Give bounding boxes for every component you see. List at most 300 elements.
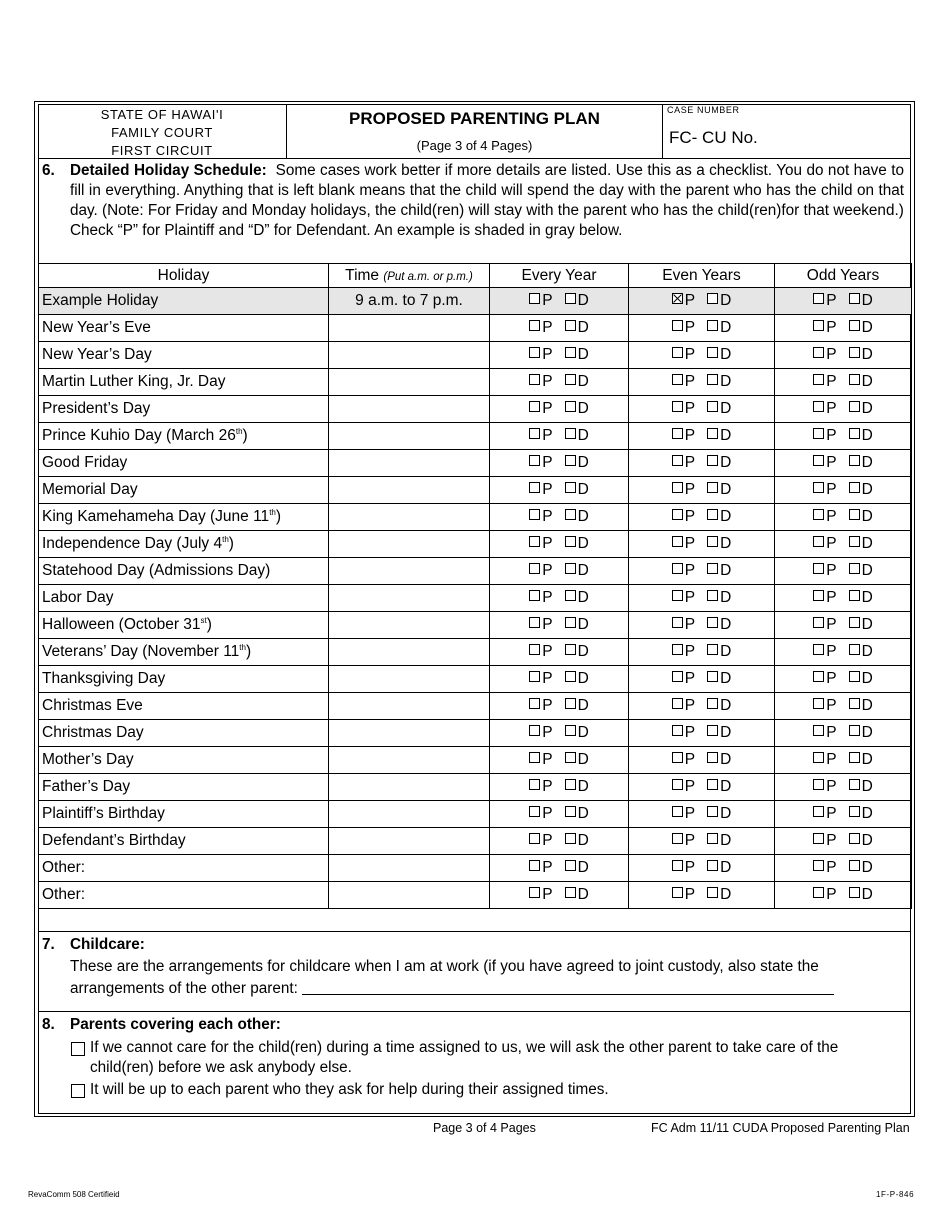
every-year-cell: P D	[490, 396, 629, 423]
table-row	[39, 747, 912, 774]
table-row	[39, 369, 912, 396]
d-checkbox[interactable]	[849, 671, 860, 682]
option-ask-other-parent[interactable]	[70, 1038, 904, 1078]
time-input[interactable]	[329, 801, 490, 828]
d-checkbox	[565, 293, 576, 304]
p-checkbox[interactable]	[813, 590, 824, 601]
p-checkbox[interactable]	[813, 779, 824, 790]
p-checkbox[interactable]	[813, 374, 824, 385]
example-holiday-name: Example Holiday	[39, 288, 329, 315]
p-checkbox[interactable]	[529, 779, 540, 790]
every-year-cell: P D	[490, 666, 629, 693]
p-checkbox[interactable]	[813, 671, 824, 682]
holiday-name: Christmas Day	[39, 720, 329, 747]
holiday-name: Memorial Day	[39, 477, 329, 504]
odd-years-cell: P D	[775, 720, 912, 747]
d-checkbox[interactable]	[849, 320, 860, 331]
even-years-cell: P D	[629, 882, 775, 909]
p-checkbox[interactable]	[813, 860, 824, 871]
time-input[interactable]	[329, 369, 490, 396]
p-checkbox[interactable]	[672, 428, 683, 439]
section-8-divider	[38, 1011, 911, 1012]
table-header-row	[39, 264, 912, 288]
d-checkbox[interactable]	[849, 509, 860, 520]
every-year-cell: P D	[490, 315, 629, 342]
holiday-name: Labor Day	[39, 585, 329, 612]
table-row	[39, 855, 912, 882]
table-row	[39, 477, 912, 504]
table-row	[39, 720, 912, 747]
d-checkbox[interactable]	[849, 806, 860, 817]
d-checkbox[interactable]	[565, 347, 576, 358]
p-checkbox[interactable]	[813, 509, 824, 520]
holiday-name: Other:	[39, 855, 329, 882]
every-year-cell: P D	[490, 504, 629, 531]
d-checkbox[interactable]	[849, 563, 860, 574]
table-row	[39, 504, 912, 531]
col-odd-years: Odd Years	[775, 264, 912, 288]
option-2-text: It will be up to each parent who they ask for help during their assigned times.	[90, 1081, 609, 1098]
p-checkbox[interactable]	[529, 644, 540, 655]
d-checkbox[interactable]	[565, 779, 576, 790]
table-row	[39, 450, 912, 477]
d-checkbox[interactable]	[849, 401, 860, 412]
p-checkbox[interactable]	[813, 644, 824, 655]
d-checkbox[interactable]	[565, 860, 576, 871]
d-checkbox[interactable]	[707, 347, 718, 358]
even-years-cell: P D	[629, 369, 775, 396]
time-input[interactable]	[329, 639, 490, 666]
table-row	[39, 396, 912, 423]
p-checkbox[interactable]	[529, 509, 540, 520]
odd-years-cell: P D	[775, 477, 912, 504]
table-row	[39, 693, 912, 720]
d-checkbox[interactable]	[707, 725, 718, 736]
p-checkbox[interactable]	[672, 752, 683, 763]
d-checkbox[interactable]	[849, 644, 860, 655]
odd-years-cell: P D	[775, 585, 912, 612]
page-info: (Page 3 of 4 Pages)	[416, 138, 533, 153]
table-row	[39, 315, 912, 342]
p-checkbox[interactable]	[813, 482, 824, 493]
p-checkbox[interactable]	[672, 455, 683, 466]
example-row	[39, 288, 912, 315]
section-7	[42, 934, 904, 1000]
even-years-cell: P D	[629, 747, 775, 774]
d-checkbox[interactable]	[849, 752, 860, 763]
every-year-cell: P D	[490, 450, 629, 477]
d-checkbox[interactable]	[565, 806, 576, 817]
odd-years-cell: P D	[775, 693, 912, 720]
even-years-cell: P D	[629, 855, 775, 882]
p-checkbox[interactable]	[672, 806, 683, 817]
even-years-cell: P D	[629, 531, 775, 558]
p-checkbox[interactable]	[672, 482, 683, 493]
d-checkbox[interactable]	[849, 860, 860, 871]
d-checkbox[interactable]	[849, 347, 860, 358]
p-checkbox[interactable]	[813, 455, 824, 466]
p-checkbox[interactable]	[529, 428, 540, 439]
even-years-cell: P D	[629, 801, 775, 828]
holiday-name: Veterans’ Day (November 11th)	[39, 639, 329, 666]
time-input[interactable]	[329, 693, 490, 720]
p-checkbox[interactable]	[672, 698, 683, 709]
p-checkbox	[529, 293, 540, 304]
every-year-cell: P D	[490, 855, 629, 882]
p-checkbox[interactable]	[672, 644, 683, 655]
d-checkbox[interactable]	[565, 401, 576, 412]
section-8	[42, 1015, 904, 1100]
p-checkbox[interactable]	[529, 347, 540, 358]
d-checkbox[interactable]	[707, 887, 718, 898]
p-checkbox[interactable]	[529, 725, 540, 736]
section-6-heading: Detailed Holiday Schedule:	[70, 162, 267, 179]
time-input[interactable]	[329, 612, 490, 639]
d-checkbox[interactable]	[565, 671, 576, 682]
holiday-name: President’s Day	[39, 396, 329, 423]
d-checkbox[interactable]	[707, 806, 718, 817]
p-checkbox[interactable]	[529, 374, 540, 385]
case-number-block[interactable]	[663, 104, 911, 158]
time-input[interactable]	[329, 477, 490, 504]
section-8-number: 8.	[42, 1016, 55, 1033]
section-6-text: Some cases work better if more details are listed. Use this as a checklist. You do not have to fill in everything. Anything that is left blank means that the child will spend the day with the parent who has the child on that day. (Note: For Friday and Monday holidays, the child(ren) will stay with the parent who has the child(ren)for that weekend.)	[70, 162, 905, 219]
p-checkbox[interactable]	[529, 536, 540, 547]
p-checkbox[interactable]	[672, 725, 683, 736]
p-checkbox[interactable]	[529, 482, 540, 493]
p-checkbox[interactable]	[672, 374, 683, 385]
even-years-cell: P D	[629, 315, 775, 342]
even-years-cell: P D	[629, 504, 775, 531]
even-years-cell: P D	[629, 774, 775, 801]
section-6-number: 6.	[42, 162, 55, 179]
even-years-cell: P D	[629, 558, 775, 585]
time-input[interactable]	[329, 828, 490, 855]
holiday-name: Mother’s Day	[39, 747, 329, 774]
time-input[interactable]	[329, 720, 490, 747]
example-time: 9 a.m. to 7 p.m.	[329, 288, 490, 315]
p-checkbox[interactable]	[672, 833, 683, 844]
odd-years-cell: P D	[775, 855, 912, 882]
holiday-name: New Year’s Eve	[39, 315, 329, 342]
option-2-checkbox[interactable]	[71, 1084, 85, 1098]
every-year-cell: P D	[490, 612, 629, 639]
p-checkbox[interactable]	[672, 671, 683, 682]
time-input[interactable]	[329, 585, 490, 612]
court-label: FAMILY COURT	[111, 125, 213, 140]
p-checkbox[interactable]	[529, 563, 540, 574]
odd-years-cell: P D	[775, 639, 912, 666]
holiday-name: Prince Kuhio Day (March 26th)	[39, 423, 329, 450]
time-input[interactable]	[329, 882, 490, 909]
odd-years-cell: P D	[775, 423, 912, 450]
childcare-input-line[interactable]	[302, 980, 834, 995]
p-checkbox[interactable]	[529, 887, 540, 898]
d-checkbox[interactable]	[565, 698, 576, 709]
d-checkbox[interactable]	[565, 563, 576, 574]
p-checkbox[interactable]	[813, 806, 824, 817]
time-input[interactable]	[329, 747, 490, 774]
d-checkbox[interactable]	[707, 320, 718, 331]
section-6-check-note: Check “P” for Plaintiff and “D” for Defendant. An example is shaded in gray below.	[70, 222, 623, 239]
p-checkbox[interactable]	[813, 887, 824, 898]
d-checkbox[interactable]	[849, 482, 860, 493]
odd-years-cell: P D	[775, 747, 912, 774]
even-years-cell: P D	[629, 423, 775, 450]
p-checkbox[interactable]	[813, 617, 824, 628]
d-checkbox[interactable]	[707, 482, 718, 493]
p-checkbox[interactable]	[672, 509, 683, 520]
d-checkbox	[849, 293, 860, 304]
footer-page-number: Page 3 of 4 Pages	[433, 1121, 536, 1135]
d-checkbox[interactable]	[565, 428, 576, 439]
col-time: Time (Put a.m. or p.m.)	[329, 264, 490, 288]
table-row	[39, 531, 912, 558]
every-year-cell: P D	[490, 828, 629, 855]
even-years-cell: P D	[629, 477, 775, 504]
d-checkbox[interactable]	[849, 698, 860, 709]
p-checkbox[interactable]	[529, 833, 540, 844]
footer-form-id: FC Adm 11/11 CUDA Proposed Parenting Plan	[651, 1121, 910, 1135]
time-input[interactable]	[329, 450, 490, 477]
time-input[interactable]	[329, 342, 490, 369]
holiday-schedule-table	[38, 263, 912, 909]
odd-years-cell: P D	[775, 666, 912, 693]
section-7-number: 7.	[42, 936, 55, 953]
section-6	[42, 161, 904, 241]
d-checkbox[interactable]	[565, 833, 576, 844]
case-number-label: CASE NUMBER	[667, 105, 740, 115]
d-checkbox[interactable]	[849, 374, 860, 385]
d-checkbox[interactable]	[849, 833, 860, 844]
d-checkbox[interactable]	[707, 428, 718, 439]
d-checkbox[interactable]	[565, 536, 576, 547]
d-checkbox[interactable]	[565, 590, 576, 601]
even-years-cell: P D	[629, 342, 775, 369]
p-checkbox[interactable]	[529, 590, 540, 601]
holiday-name: New Year’s Day	[39, 342, 329, 369]
p-checkbox[interactable]	[672, 887, 683, 898]
d-checkbox[interactable]	[565, 752, 576, 763]
p-checkbox[interactable]	[672, 617, 683, 628]
even-years-cell: P D	[629, 666, 775, 693]
d-checkbox[interactable]	[707, 752, 718, 763]
odd-years-cell: P D	[775, 531, 912, 558]
p-checkbox[interactable]	[529, 617, 540, 628]
time-input[interactable]	[329, 666, 490, 693]
d-checkbox[interactable]	[707, 374, 718, 385]
d-checkbox[interactable]	[707, 698, 718, 709]
p-checkbox[interactable]	[672, 563, 683, 574]
odd-years-cell: P D	[775, 315, 912, 342]
time-input[interactable]	[329, 423, 490, 450]
section-7-heading: Childcare:	[70, 936, 145, 953]
d-checkbox[interactable]	[707, 563, 718, 574]
p-checkbox[interactable]	[529, 455, 540, 466]
d-checkbox[interactable]	[565, 482, 576, 493]
d-checkbox[interactable]	[707, 617, 718, 628]
time-input[interactable]	[329, 315, 490, 342]
d-checkbox[interactable]	[707, 671, 718, 682]
p-checkbox[interactable]	[672, 590, 683, 601]
d-checkbox	[707, 293, 718, 304]
holiday-name: Good Friday	[39, 450, 329, 477]
p-checkbox[interactable]	[813, 563, 824, 574]
d-checkbox[interactable]	[849, 887, 860, 898]
even-years-cell: P D	[629, 693, 775, 720]
d-checkbox[interactable]	[707, 860, 718, 871]
p-checkbox[interactable]	[529, 752, 540, 763]
holiday-name: Independence Day (July 4th)	[39, 531, 329, 558]
p-checkbox[interactable]	[529, 698, 540, 709]
every-year-cell: P D	[490, 774, 629, 801]
p-checkbox[interactable]	[813, 347, 824, 358]
p-checkbox[interactable]	[672, 860, 683, 871]
even-years-cell: P D	[629, 396, 775, 423]
d-checkbox[interactable]	[565, 374, 576, 385]
p-checkbox[interactable]	[672, 779, 683, 790]
time-input[interactable]	[329, 558, 490, 585]
example-odd-years: P D	[775, 288, 912, 315]
odd-years-cell: P D	[775, 828, 912, 855]
d-checkbox[interactable]	[707, 536, 718, 547]
odd-years-cell: P D	[775, 504, 912, 531]
p-checkbox[interactable]	[813, 428, 824, 439]
p-checkbox[interactable]	[529, 860, 540, 871]
p-checkbox[interactable]	[813, 833, 824, 844]
table-row	[39, 558, 912, 585]
d-checkbox[interactable]	[849, 428, 860, 439]
odd-years-cell: P D	[775, 882, 912, 909]
holiday-name: King Kamehameha Day (June 11th)	[39, 504, 329, 531]
time-input[interactable]	[329, 531, 490, 558]
d-checkbox[interactable]	[849, 725, 860, 736]
table-row	[39, 774, 912, 801]
case-number-field[interactable]: FC- CU No.	[669, 128, 758, 147]
table-row	[39, 585, 912, 612]
footer-certified: RevaComm 508 Certifieid	[28, 1190, 120, 1199]
holiday-name: Defendant’s Birthday	[39, 828, 329, 855]
every-year-cell: P D	[490, 720, 629, 747]
p-checkbox-checked	[672, 293, 683, 304]
p-checkbox[interactable]	[672, 536, 683, 547]
every-year-cell: P D	[490, 477, 629, 504]
table-row	[39, 801, 912, 828]
p-checkbox[interactable]	[813, 401, 824, 412]
d-checkbox[interactable]	[849, 536, 860, 547]
p-checkbox[interactable]	[813, 752, 824, 763]
section-7-text: These are the arrangements for childcare when I am at work (if you have agreed to joint custody, also state the arrangements of the other parent:	[70, 958, 819, 997]
d-checkbox[interactable]	[565, 320, 576, 331]
d-checkbox[interactable]	[565, 887, 576, 898]
even-years-cell: P D	[629, 450, 775, 477]
option-1-text: If we cannot care for the child(ren) during a time assigned to us, we will ask the other parent to take care of the child(ren) before we ask anybody else.	[90, 1039, 839, 1076]
time-input[interactable]	[329, 396, 490, 423]
even-years-cell: P D	[629, 612, 775, 639]
example-even-years: P D	[629, 288, 775, 315]
d-checkbox[interactable]	[707, 455, 718, 466]
every-year-cell: P D	[490, 558, 629, 585]
d-checkbox[interactable]	[707, 833, 718, 844]
col-holiday: Holiday	[39, 264, 329, 288]
d-checkbox[interactable]	[849, 590, 860, 601]
p-checkbox[interactable]	[529, 320, 540, 331]
table-row	[39, 639, 912, 666]
time-input[interactable]	[329, 774, 490, 801]
odd-years-cell: P D	[775, 342, 912, 369]
even-years-cell: P D	[629, 828, 775, 855]
circuit-label: FIRST CIRCUIT	[111, 143, 213, 158]
p-checkbox[interactable]	[813, 725, 824, 736]
p-checkbox[interactable]	[529, 671, 540, 682]
every-year-cell: P D	[490, 882, 629, 909]
section-7-divider	[38, 931, 911, 932]
header-divider	[38, 158, 911, 159]
every-year-cell: P D	[490, 423, 629, 450]
every-year-cell: P D	[490, 585, 629, 612]
every-year-cell: P D	[490, 747, 629, 774]
holiday-name: Plaintiff’s Birthday	[39, 801, 329, 828]
even-years-cell: P D	[629, 585, 775, 612]
p-checkbox	[813, 293, 824, 304]
time-input[interactable]	[329, 855, 490, 882]
holiday-name: Father’s Day	[39, 774, 329, 801]
even-years-cell: P D	[629, 639, 775, 666]
holiday-name: Statehood Day (Admissions Day)	[39, 558, 329, 585]
col-even-years: Even Years	[629, 264, 775, 288]
d-checkbox[interactable]	[565, 644, 576, 655]
p-checkbox[interactable]	[813, 536, 824, 547]
form-title-block	[287, 104, 663, 158]
holiday-name: Martin Luther King, Jr. Day	[39, 369, 329, 396]
option-1-checkbox[interactable]	[71, 1042, 85, 1056]
col-time-note: (Put a.m. or p.m.)	[383, 270, 473, 283]
d-checkbox[interactable]	[849, 455, 860, 466]
d-checkbox[interactable]	[707, 590, 718, 601]
option-each-parent-decides[interactable]	[70, 1080, 904, 1100]
form-title: PROPOSED PARENTING PLAN	[349, 109, 600, 128]
odd-years-cell: P D	[775, 612, 912, 639]
d-checkbox[interactable]	[707, 644, 718, 655]
court-caption	[38, 104, 287, 158]
state-label: STATE OF HAWAI'I	[100, 107, 224, 122]
p-checkbox[interactable]	[672, 401, 683, 412]
d-checkbox[interactable]	[707, 401, 718, 412]
p-checkbox[interactable]	[529, 401, 540, 412]
time-input[interactable]	[329, 504, 490, 531]
p-checkbox[interactable]	[672, 320, 683, 331]
every-year-cell: P D	[490, 693, 629, 720]
d-checkbox[interactable]	[565, 725, 576, 736]
d-checkbox[interactable]	[565, 509, 576, 520]
table-row	[39, 423, 912, 450]
d-checkbox[interactable]	[565, 455, 576, 466]
even-years-cell: P D	[629, 720, 775, 747]
p-checkbox[interactable]	[529, 806, 540, 817]
d-checkbox[interactable]	[849, 779, 860, 790]
p-checkbox[interactable]	[813, 320, 824, 331]
p-checkbox[interactable]	[813, 698, 824, 709]
d-checkbox[interactable]	[707, 779, 718, 790]
d-checkbox[interactable]	[707, 509, 718, 520]
d-checkbox[interactable]	[849, 617, 860, 628]
d-checkbox[interactable]	[565, 617, 576, 628]
odd-years-cell: P D	[775, 396, 912, 423]
p-checkbox[interactable]	[672, 347, 683, 358]
odd-years-cell: P D	[775, 774, 912, 801]
odd-years-cell: P D	[775, 450, 912, 477]
holiday-name: Thanksgiving Day	[39, 666, 329, 693]
